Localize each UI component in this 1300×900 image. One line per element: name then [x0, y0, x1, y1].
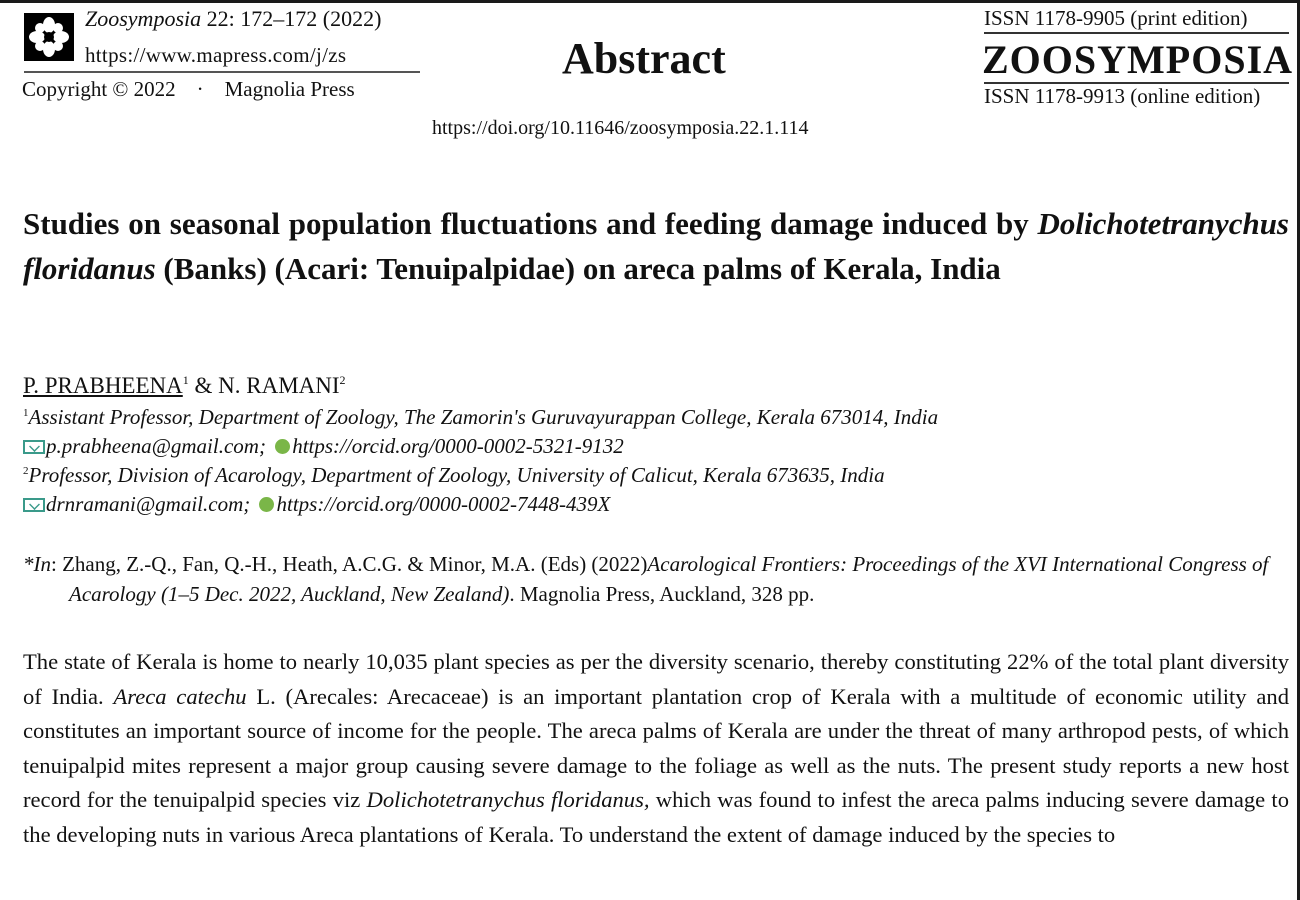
author-joiner: &: [188, 373, 219, 398]
header-rule-left: [24, 71, 420, 73]
body-host-species: Areca catechu: [113, 683, 247, 709]
affiliation-2-text: Professor, Division of Acarology, Department of Zoology, University of Calicut, Kerala 673635, India: [28, 463, 885, 487]
affiliation-1-sup: 1: [23, 407, 29, 419]
journal-citation: [85, 6, 381, 32]
article-title: [23, 201, 1289, 291]
email-icon: [23, 440, 45, 454]
email-icon: [23, 498, 45, 512]
body-part2: L. (Arecales: Arecaceae) is an important plantation crop of Kerala with a multitude of economic utility and constitutes an important source of income for the people. The areca palms of Kerala are under the threat of many arthropod pests, of which tenuipalpid mites represent a major group causing severe damage to the foliage as well as the nuts. The present study reports a new host record for the tenuipalpid species viz: [23, 683, 1289, 812]
author-2-sup: 2: [339, 373, 346, 387]
proceedings-note: [23, 549, 1289, 609]
orcid-icon: [259, 497, 274, 512]
journal-title-caps: ZOOSYMPOSIA: [982, 37, 1294, 82]
affiliation-1: [23, 404, 938, 430]
journal-url-link[interactable]: https://www.mapress.com/j/zs: [85, 43, 347, 67]
contact-2: [23, 491, 610, 517]
issn-online: ISSN 1178-9913 (online edition): [984, 84, 1261, 108]
header-rule-right-top: [984, 32, 1289, 34]
publisher-name: Magnolia Press: [224, 77, 355, 101]
affiliation-2: [23, 462, 885, 488]
journal-name: Zoosymposia: [85, 6, 202, 31]
orcid-1-link[interactable]: https://orcid.org/0000-0002-5321-9132: [292, 434, 624, 458]
title-part1: Studies on seasonal population fluctuations and feeding damage induced by: [23, 206, 1038, 241]
copyright-line: [22, 77, 355, 101]
email-2-link[interactable]: drnramani@gmail.com;: [46, 492, 251, 516]
title-part2: (Banks) (Acari: Tenuipalpidae) on areca palms of Kerala, India: [155, 251, 1001, 286]
body-part1: The state of Kerala is home to nearly 10,035 plant species as per the diversity scenario, thereby constituting 22% of the total plant diversity of India.: [23, 649, 1289, 709]
journal-volume: 22: 172–172 (2022): [206, 6, 382, 31]
section-heading: Abstract: [562, 34, 726, 83]
note-publisher: . Magnolia Press, Auckland, 328 pp.: [509, 582, 815, 606]
affiliation-2-sup: 2: [23, 465, 29, 477]
body-part3: which was found to infest the areca palms inducing severe damage to the developing nuts in various Areca plantations of Kerala. To understand the extent of damage induced by the species to: [23, 787, 1289, 847]
note-proceedings: Acarological Frontiers: Proceedings of the XVI International Congress of Acarology (1–5 Dec. 2022, Auckland, New Zealand): [69, 552, 1269, 606]
orcid-icon: [275, 439, 290, 454]
author-2: N. RAMANI: [218, 373, 340, 398]
note-editors: : Zhang, Z.-Q., Fan, Q.-H., Heath, A.C.G. & Minor, M.A. (Eds) (2022): [51, 552, 648, 576]
author-list: [23, 372, 346, 400]
issn-print: ISSN 1178-9905 (print edition): [984, 6, 1248, 30]
journal-logo-icon: [24, 13, 74, 61]
email-1-link[interactable]: p.prabheena@gmail.com;: [46, 434, 266, 458]
separator-dot: ·: [196, 77, 204, 101]
note-lead-text: *In: [23, 552, 51, 576]
copyright-text: Copyright © 2022: [22, 77, 176, 101]
contact-1: [23, 433, 624, 459]
doi-link[interactable]: https://doi.org/10.11646/zoosymposia.22.1.114: [432, 117, 809, 139]
orcid-2-link[interactable]: https://orcid.org/0000-0002-7448-439X: [276, 492, 611, 516]
page-top-border: [0, 0, 1300, 3]
affiliation-1-text: Assistant Professor, Department of Zoology, The Zamorin's Guruvayurappan College, Kerala 673014, India: [28, 405, 939, 429]
title-species: Dolichotetranychus floridanus: [23, 206, 1289, 286]
note-lead: [23, 549, 647, 579]
author-1-sup: 1: [182, 373, 189, 387]
author-1[interactable]: P. PRABHEENA: [23, 373, 183, 398]
abstract-body: [23, 645, 1289, 852]
body-mite-species: Dolichotetranychus floridanus,: [366, 787, 650, 812]
